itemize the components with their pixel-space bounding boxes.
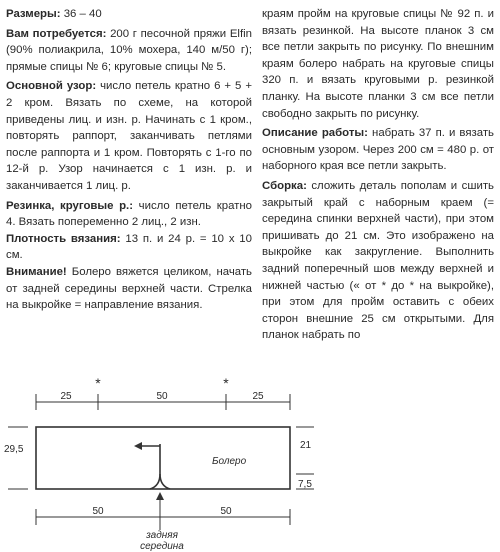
density-text: 13 п. и 24 р. = 10 х 10 см. (6, 232, 252, 262)
left-height-measure: 29,5 (4, 444, 24, 455)
sizes-label: Размеры: (6, 8, 61, 20)
materials-paragraph (6, 26, 252, 76)
star-left: * (95, 375, 101, 391)
center-pointer-arrowhead (156, 492, 164, 500)
seam-curve-left (150, 474, 160, 489)
seam-curve-right (160, 474, 170, 489)
center-label-line2: середина (140, 541, 184, 552)
assembly-text: сложить деталь пополам и сшить закрытый край с наборным краем (= середина спинки верхней части), при этом пришивать до 21 см. Это изображено на выкройке как закругление. Выполнить задний поперечный шов между верхней и нижней частью (« от * до * на выкройке), при этом для пройм оставить с обеих сторон внешние 25 см открытыми. Для планок набрать по (262, 179, 494, 342)
bottom-right-measure: 50 (220, 506, 232, 517)
pattern-text: число петель кратно 6 + 5 + 2 кром. Вязать по схеме, на которой приведены лиц. и изн. р. Начинать с 1 кром., повторять раппорт, заканчивать петлями после раппорта и 1 кром. Повторять с 1-го по 12-й р. Узор начинается с 1 изн. р. и заканчивается 1 лиц. р. (6, 80, 252, 192)
intro-paragraph: краям пройм на круговые спицы № 92 п. и вязать резинкой. На высоте планок 3 см все петли закрыть по рисунку. По внешним краям болеро набрать на круговые спицы 320 п. и вязать круговыми р. резинкой планку. На высоте планки 3 см все петли свободно закрыть по рисунку. (262, 8, 494, 120)
bolero-outline (36, 427, 290, 489)
rib-text: число петель кратно 4. Вязать попеременно 2 лиц., 2 изн. (6, 199, 253, 229)
attention-label: Внимание! (6, 265, 67, 278)
sizes-paragraph (6, 6, 252, 23)
pattern-paragraph (6, 78, 252, 194)
bolero-pattern-diagram (0, 352, 500, 552)
top-mid-measure: 50 (156, 391, 168, 402)
assembly-label: Сборка: (262, 179, 307, 192)
right-lower-measure: 7,5 (298, 479, 312, 490)
left-column (6, 6, 252, 317)
piece-label: Болеро (212, 456, 247, 467)
rib-paragraph (6, 198, 252, 231)
density-paragraph (6, 231, 252, 264)
rib-label: Резинка, круговые р.: (6, 199, 134, 212)
attention-text: Болеро вяжется целиком, начать от задней середины верхней части. Стрелка на выкройке = направление вязания. (6, 265, 252, 312)
bottom-left-measure: 50 (92, 506, 104, 517)
assembly-paragraph (262, 178, 494, 344)
direction-arrowhead (134, 442, 142, 450)
density-label: Плотность вязания: (6, 232, 121, 245)
top-left-measure: 25 (60, 391, 72, 402)
attention-paragraph (6, 264, 252, 314)
center-label-line1: задняя (146, 530, 178, 541)
pattern-svg (0, 352, 500, 552)
materials-text: 200 г песочной пряжи Elfin (90% полиакрила, 10% мохера, 140 м/50 г); прямые спицы № 6; круговые спицы № 5. (6, 27, 252, 73)
description-label: Описание работы: (262, 127, 368, 140)
right-upper-measure: 21 (300, 440, 312, 451)
description-text: набрать 37 п. и вязать основным узором. Через 200 см = 480 р. от наборного края все петли закрыть. (262, 127, 494, 173)
description-paragraph (262, 125, 494, 175)
sizes-text: 36 – 40 (60, 8, 102, 20)
pattern-label: Основной узор: (6, 80, 97, 93)
materials-label: Вам потребуется: (6, 27, 107, 40)
star-right: * (223, 375, 229, 391)
top-right-measure: 25 (252, 391, 264, 402)
right-column (262, 6, 494, 347)
